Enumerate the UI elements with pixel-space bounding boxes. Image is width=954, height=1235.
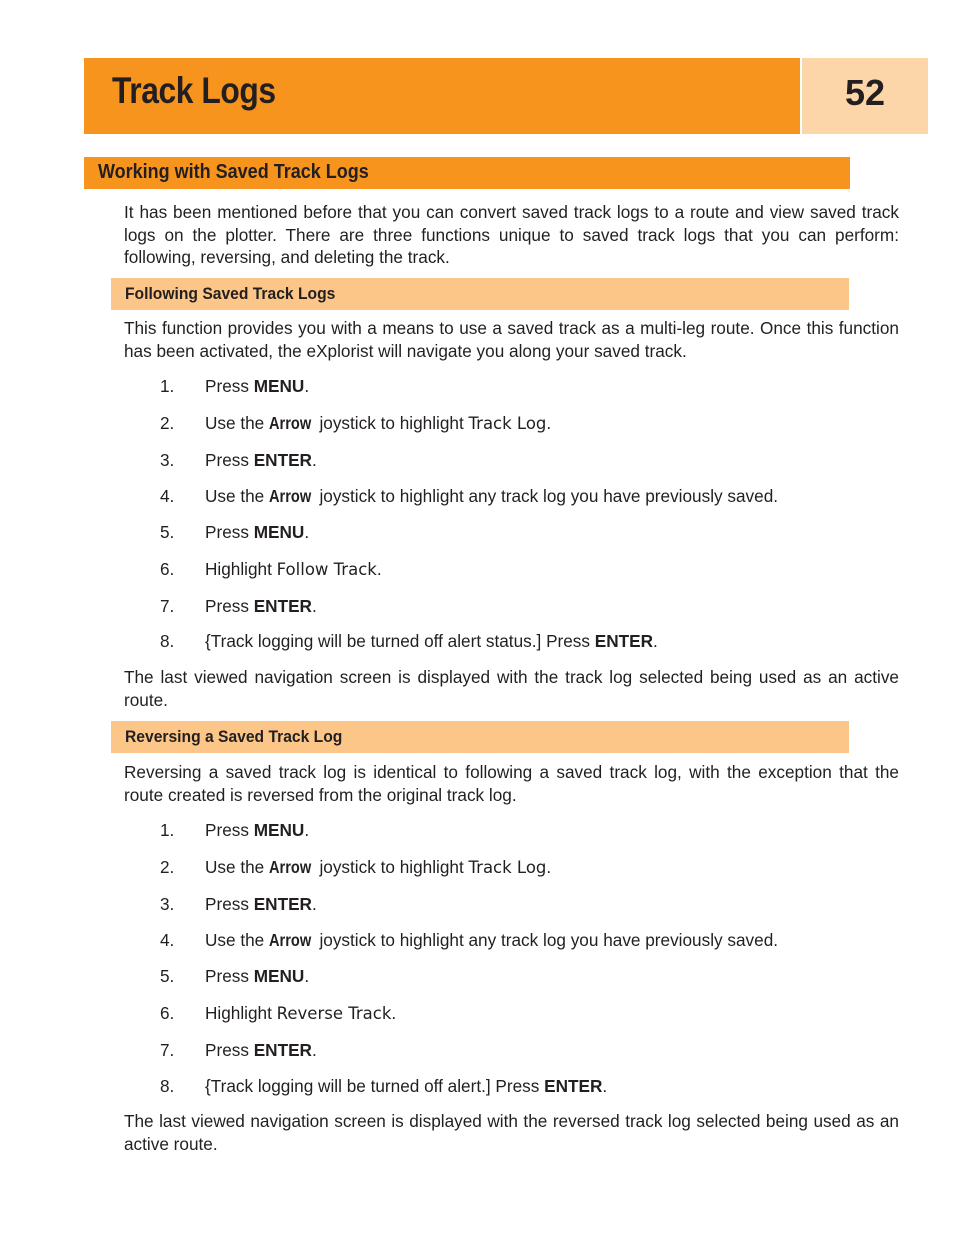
- step-text-part: Press: [205, 1040, 254, 1060]
- subsection-header-following: [111, 278, 849, 310]
- step-text-part: joystick to highlight any track log you have previously saved.: [314, 486, 779, 506]
- step-text-part: .: [304, 522, 310, 542]
- step-text-part: .: [376, 559, 382, 579]
- intro-paragraph: It has been mentioned before that you can convert saved track logs to a route and view saved track logs on the plotter. There are three functions unique to saved track logs that you can perform: following, reversing, and deleting the track.: [124, 202, 899, 267]
- key-label: ENTER: [253, 1040, 312, 1060]
- step-number: 7.: [160, 1040, 175, 1060]
- step-number: 8.: [160, 631, 175, 651]
- step-item: [0, 928, 954, 952]
- step-text: [205, 892, 317, 916]
- step-text-part: joystick to highlight: [314, 413, 469, 433]
- arrow-key-label: Arrow: [269, 413, 312, 433]
- step-text: [205, 818, 309, 842]
- step-text-part: Use the: [205, 486, 270, 506]
- step-text: [205, 629, 658, 653]
- step-text-part: {Track logging will be turned off alert status.] Press: [205, 631, 595, 651]
- chapter-title: Track Logs: [112, 70, 276, 111]
- step-text-part: .: [391, 1003, 397, 1023]
- step-text-part: .: [304, 376, 310, 396]
- step-number: 7.: [160, 596, 175, 616]
- step-text-part: Press: [205, 966, 254, 986]
- step-item: [0, 520, 954, 544]
- step-text-part: joystick to highlight any track log you have previously saved.: [314, 930, 779, 950]
- step-item: [0, 964, 954, 988]
- step-text-part: Press: [205, 894, 254, 914]
- following-result: The last viewed navigation screen is displayed with the track log selected being used as an active route.: [124, 667, 899, 710]
- step-number: 3.: [160, 450, 175, 470]
- screen-option-label: Track Log: [468, 858, 547, 877]
- step-text-part: Use the: [205, 930, 270, 950]
- step-number: 4.: [160, 486, 175, 506]
- subsection-header-reversing: [111, 721, 849, 753]
- step-text: [205, 448, 317, 472]
- key-label: ENTER: [253, 596, 312, 616]
- screen-option-label: Track Log: [468, 414, 547, 433]
- step-item: [0, 1038, 954, 1062]
- step-text-part: Highlight: [205, 559, 277, 579]
- step-text: [205, 1038, 317, 1062]
- step-text-part: joystick to highlight: [314, 857, 469, 877]
- section-title: Working with Saved Track Logs: [98, 161, 369, 183]
- step-number: 6.: [160, 559, 175, 579]
- step-text-part: .: [311, 1040, 317, 1060]
- step-text-part: .: [311, 596, 317, 616]
- step-number: 4.: [160, 930, 175, 950]
- step-text: [205, 928, 778, 952]
- step-item: [0, 855, 954, 879]
- step-text: [205, 374, 309, 398]
- step-text: [205, 411, 551, 436]
- step-item: [0, 892, 954, 916]
- step-text-part: {Track logging will be turned off alert.] Press: [205, 1076, 545, 1096]
- step-item: [0, 818, 954, 842]
- step-item: [0, 629, 954, 653]
- step-text-part: Highlight: [205, 1003, 277, 1023]
- step-number: 1.: [160, 376, 175, 396]
- step-item: [0, 448, 954, 472]
- step-number: 5.: [160, 522, 175, 542]
- step-item: [0, 1001, 954, 1025]
- step-number: 2.: [160, 857, 175, 877]
- step-text-part: .: [602, 1076, 608, 1096]
- step-text-part: Press: [205, 376, 254, 396]
- step-item: [0, 594, 954, 618]
- key-label: ENTER: [253, 450, 312, 470]
- screen-option-label: Reverse Track: [276, 1004, 392, 1023]
- following-description: This function provides you with a means to use a saved track as a multi-leg route. Once this function has been activated, the eXplorist will navigate you along your saved track.: [124, 318, 899, 361]
- step-text: [205, 484, 778, 508]
- step-number: 8.: [160, 1076, 175, 1096]
- key-label: ENTER: [253, 894, 312, 914]
- step-text-part: .: [304, 820, 310, 840]
- step-text: [205, 855, 551, 880]
- step-text-part: Use the: [205, 857, 270, 877]
- arrow-key-label: Arrow: [269, 486, 312, 506]
- key-label: ENTER: [594, 631, 654, 651]
- reversing-description: Reversing a saved track log is identical to following a saved track log, with the exception that the route created is reversed from the original track log.: [124, 762, 899, 805]
- key-label: MENU: [253, 376, 305, 396]
- step-text-part: .: [546, 857, 552, 877]
- step-item: [0, 1074, 954, 1098]
- step-number: 3.: [160, 894, 175, 914]
- subsection-title-reversing: Reversing a Saved Track Log: [125, 727, 343, 746]
- screen-option-label: Follow Track: [276, 560, 377, 579]
- step-text-part: Use the: [205, 413, 270, 433]
- step-text-part: Press: [205, 450, 254, 470]
- step-text: [205, 1074, 607, 1098]
- section-header: [84, 157, 850, 189]
- key-label: MENU: [253, 966, 305, 986]
- reversing-result: The last viewed navigation screen is displayed with the reversed track log selected being used as an active route.: [124, 1111, 899, 1154]
- step-item: [0, 374, 954, 398]
- step-item: [0, 411, 954, 435]
- step-item: [0, 557, 954, 581]
- step-text: [205, 1001, 396, 1026]
- step-text: [205, 520, 309, 544]
- step-number: 6.: [160, 1003, 175, 1023]
- step-item: [0, 484, 954, 508]
- step-number: 1.: [160, 820, 175, 840]
- chapter-header: [84, 58, 800, 134]
- key-label: ENTER: [544, 1076, 603, 1096]
- step-text-part: .: [546, 413, 552, 433]
- step-text-part: .: [311, 450, 317, 470]
- step-text-part: .: [311, 894, 317, 914]
- step-text-part: .: [304, 966, 310, 986]
- step-text-part: Press: [205, 596, 254, 616]
- arrow-key-label: Arrow: [269, 857, 312, 877]
- step-text: [205, 964, 309, 988]
- subsection-title-following: Following Saved Track Logs: [125, 284, 336, 303]
- step-text: [205, 557, 382, 582]
- key-label: MENU: [253, 820, 305, 840]
- key-label: MENU: [253, 522, 305, 542]
- step-text-part: .: [653, 631, 658, 651]
- step-text-part: Press: [205, 522, 254, 542]
- page-number-box: [802, 58, 928, 134]
- step-number: 5.: [160, 966, 175, 986]
- step-text-part: Press: [205, 820, 254, 840]
- step-number: 2.: [160, 413, 175, 433]
- arrow-key-label: Arrow: [269, 930, 312, 950]
- step-text: [205, 594, 317, 618]
- page-number: 52: [844, 72, 886, 113]
